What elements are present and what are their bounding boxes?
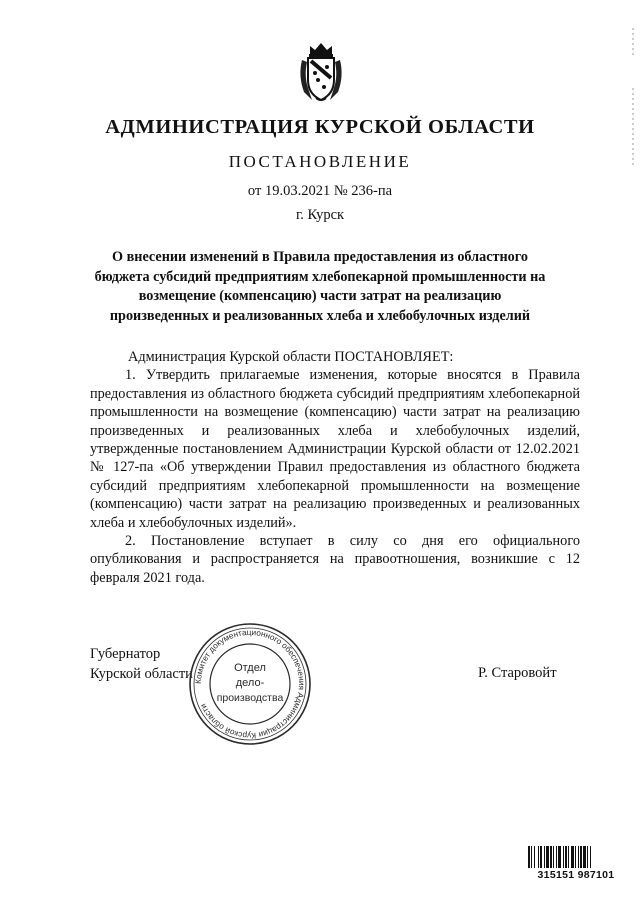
document-body bbox=[90, 348, 580, 587]
document-city: г. Курск bbox=[295, 207, 345, 223]
scan-margin-marks bbox=[628, 28, 638, 168]
stamp-center-line: производства bbox=[216, 692, 284, 704]
subject-line: О внесении изменений в Правила предоставления из областного bbox=[112, 249, 528, 265]
office-stamp bbox=[186, 622, 314, 746]
signatory-role-line: Губернатор bbox=[90, 646, 161, 662]
signatory-role-line: Курской области bbox=[90, 666, 193, 682]
document-date-number: от 19.03.2021 № 236-па bbox=[247, 183, 393, 199]
signatory-name: Р. Старовойт bbox=[478, 665, 557, 681]
subject-line: возмещение (компенсацию) части затрат на реализацию bbox=[138, 288, 502, 304]
stamp-center-line: дело- bbox=[235, 677, 265, 689]
stamp-center-line: Отдел bbox=[234, 662, 266, 674]
body-intro: Администрация Курской области ПОСТАНОВЛЯЕТ: bbox=[128, 349, 454, 365]
organization-title: АДМИНИСТРАЦИЯ КУРСКОЙ ОБЛАСТИ bbox=[105, 116, 535, 138]
kursk-coat-of-arms-icon bbox=[296, 40, 346, 104]
document-subject bbox=[0, 248, 640, 326]
signatory-role bbox=[90, 644, 193, 684]
barcode-number: 315151 987101 bbox=[524, 868, 628, 882]
document-type: ПОСТАНОВЛЕНИЕ bbox=[228, 152, 412, 171]
subject-line: произведенных и реализованных хлеба и хлебобулочных изделий bbox=[109, 307, 531, 324]
body-paragraph-1: 1. Утвердить прилагаемые изменения, которые вносятся в Правила предоставления из областного бюджета субсидий предприятиям хлебопекарной промышленности на возмещение (компенсацию) части затрат на реализацию произведенных и реализованных хлеба и хлебобулочных изделий, утвержденные постановлением Администрации Курской области от 12.02.2021 № 127-па «Об утверждении Правил предоставления из областного бюджета субсидий предприятиям хлебопекарной промышленности на возмещение (компенсацию) части затрат на реализацию произведенных и реализованных хлеба и хлебобулочных изделий». bbox=[90, 367, 580, 531]
body-paragraph-2: 2. Постановление вступает в силу со дня его официального опубликования и распространяется на правоотношения, возникшие с 12 февраля 2021 года. bbox=[90, 533, 580, 586]
subject-line: бюджета субсидий предприятиям хлебопекарной промышленности на bbox=[94, 268, 546, 285]
stamp-ring-text: Комитет документационного обеспечения Администрации Курской области bbox=[193, 627, 307, 741]
